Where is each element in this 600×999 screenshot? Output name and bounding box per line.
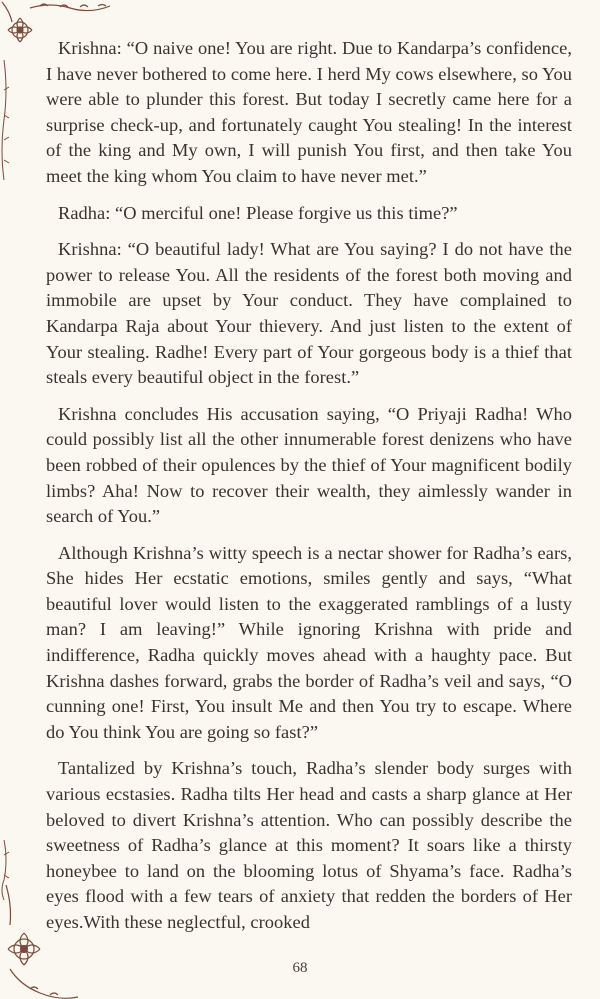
- paragraph: Krishna: “O beautiful lady! What are You saying? I do not have the power to release You. All the residents of the forest both moving and immobile are upset by Your conduct. They have complained to Kandarpa Raja about Your thievery. And just listen to the extent of Your stealing. Radhe! Every part of Your gorgeous body is a thief that steals every beautiful object in the forest.”: [46, 239, 572, 388]
- paragraph: Radha: “O merciful one! Please forgive us this time?”: [58, 202, 458, 223]
- paragraph: Krishna concludes His accusation saying, “O Priyaji Radha! Who could possibly list all the other innumerable forest denizens who have been robbed of their opulences by the thief of Your magnificent bodily limbs? Aha! Now to recover their wealth, they aimlessly wander in search of You.”: [46, 403, 572, 527]
- paragraph: Although Krishna’s witty speech is a nectar shower for Radha’s ears, She hides Her ecstatic emotions, smiles gently and says, “What beautiful lover would listen to the exaggerated ramblings of a lusty man? I am leaving!” While ignoring Krishna with pride and indifference, Radha quickly moves ahead with a haughty pace. But Krishna dashes forward, grabs the border of Radha’s veil and says, “O cunning one! First, You insult Me and then You try to escape. Where do You think You are going so fast?”: [46, 542, 572, 742]
- paragraph: Krishna: “O naive one! You are right. Due to Kandarpa’s confidence, I have never bothered to come here. I herd My cows elsewhere, so You were able to plunder this forest. But today I secretly came here for a surprise check-up, and fortunately caught You stealing! In the interest of the king and My own, I will punish You first, and then take You meet the king whom You claim to have never met.”: [46, 38, 572, 186]
- paragraph: Tantalized by Krishna’s touch, Radha’s slender body surges with various ecstasies. Radha tilts Her head and casts a sharp glance at Her beloved to divert Krishna’s attention. Who can possibly describe the sweetness of Radha’s glance at this moment? It soars like a thirsty honeybee to land on the blooming lotus of Shyama’s face. Radha’s eyes flood with a few tears of anxiety that redden the borders of Her eyes.With these neglectful, crooked: [46, 758, 572, 932]
- vine-ornament-side: [0, 60, 14, 180]
- page-number: 68: [292, 960, 308, 976]
- body-text: [46, 36, 572, 947]
